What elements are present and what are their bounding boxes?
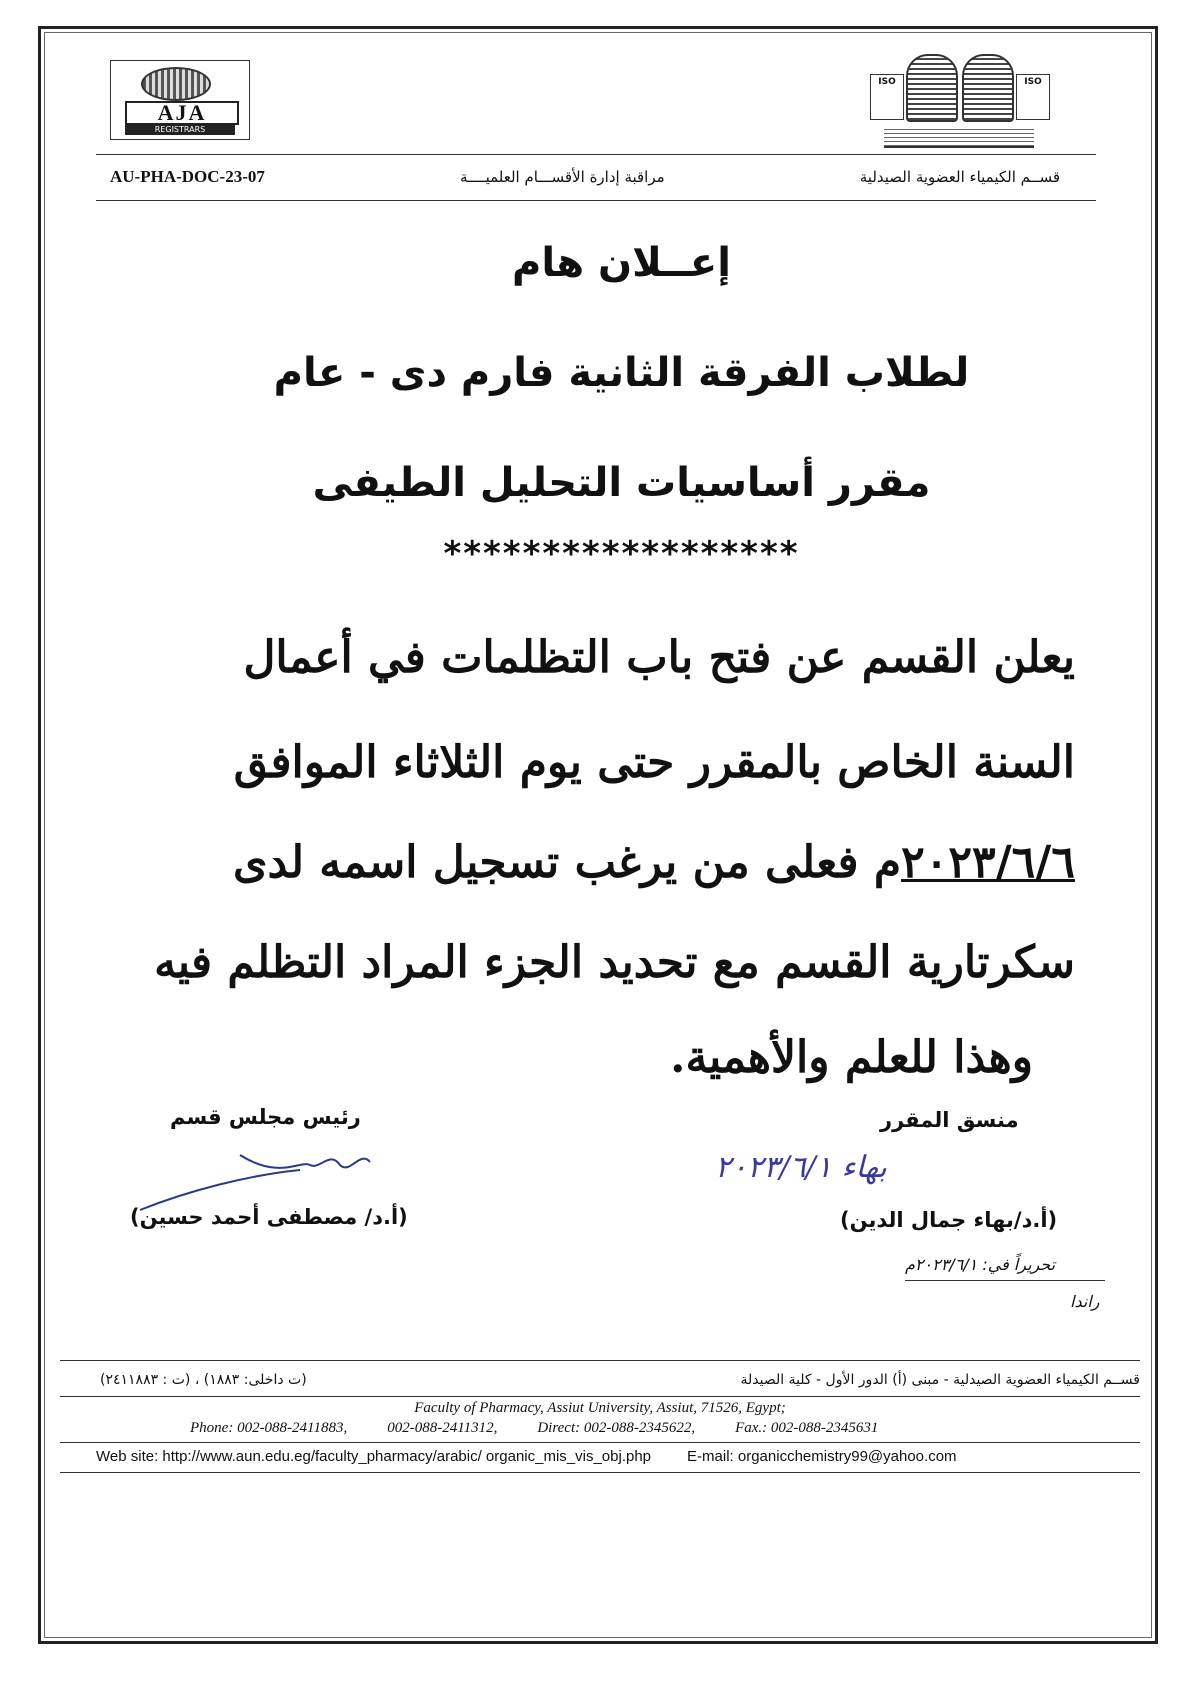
accreditation-banner xyxy=(884,126,1034,148)
footer-email-link[interactable]: E-mail: organicchemistry99@yahoo.com xyxy=(687,1448,957,1465)
footer-address-ar: قســم الكيمياء العضوية الصيدلية - مبنى (أ) الدور الأول - كلية الصيدلة xyxy=(740,1372,1140,1388)
header-divider-bottom xyxy=(96,200,1096,201)
footer-divider-3 xyxy=(60,1442,1140,1443)
footer-phones-row xyxy=(190,1420,1090,1437)
department-name: قســم الكيمياء العضوية الصيدلية xyxy=(859,168,1060,186)
announcement-audience: لطلاب الفرقة الثانية فارم دى - عام xyxy=(273,350,970,396)
aja-logo-text: AJA xyxy=(125,101,239,125)
footer-web-row xyxy=(96,1448,1096,1465)
footer-extension-ar: (ت داخلى: ١٨٨٣) ، (ت : ٢٤١١٨٨٣) xyxy=(100,1372,307,1388)
body-line-5: وهذا للعلم والأهمية. xyxy=(670,1032,1033,1083)
footer-website-link[interactable]: Web site: http://www.aun.edu.eg/faculty_pharmacy/arabic/ organic_mis_vis_obj.php xyxy=(96,1448,652,1465)
footer-fax: Fax.: 002-088-2345631 xyxy=(735,1420,879,1436)
aja-logo-subtext: REGISTRARS xyxy=(125,125,235,135)
body-line-1: يعلن القسم عن فتح باب التظلمات في أعمال xyxy=(243,632,1075,683)
header-divider-top xyxy=(96,154,1096,155)
footer-divider-2 xyxy=(60,1396,1140,1397)
footer-divider-1 xyxy=(60,1360,1140,1361)
body-line-3 xyxy=(115,835,1075,891)
iso-badge-right: ISO xyxy=(1016,74,1050,120)
university-seal-icon xyxy=(906,54,958,122)
pharmacy-seal-icon xyxy=(962,54,1014,122)
body-line-2: السنة الخاص بالمقرر حتى يوم الثلاثاء الموافق xyxy=(233,737,1075,788)
body-line-4: سكرتارية القسم مع تحديد الجزء المراد التظلم فيه xyxy=(154,937,1075,988)
course-title: مقرر أساسيات التحليل الطيفى xyxy=(312,460,931,506)
department-head-name: (أ.د/ مصطفى أحمد حسين) xyxy=(130,1205,408,1229)
footer-arabic-row xyxy=(60,1372,1140,1388)
coordinator-handwritten-signature: بهاء ٢٠٢٣/٦/١ xyxy=(715,1150,887,1185)
footer-phone: Phone: 002-088-2411883, xyxy=(190,1420,348,1436)
department-head-title: رئيس مجلس قسم xyxy=(170,1105,361,1129)
course-coordinator-title: منسق المقرر xyxy=(880,1108,1019,1132)
course-coordinator-name: (أ.د/بهاء جمال الدين) xyxy=(840,1208,1058,1232)
header-center-text: مراقبة إدارة الأقســـام العلميــــة xyxy=(459,168,665,186)
announcement-heading: إعــلان هام xyxy=(512,240,731,286)
body-line-3-rest: م فعلى من يرغب تسجيل اسمه لدى xyxy=(233,837,902,888)
written-date: تحريراً في: ٢٠٢٣/٦/١م xyxy=(905,1255,1056,1274)
document-code: AU-PHA-DOC-23-07 xyxy=(110,167,265,186)
typist-initials: راندا xyxy=(1070,1292,1100,1311)
footer-address-en: Faculty of Pharmacy, Assiut University, Assiut, 71526, Egypt; xyxy=(414,1400,786,1416)
footer-phone-2: 002-088-2411312, xyxy=(387,1420,498,1436)
separator-stars: ****************** xyxy=(443,534,800,574)
aja-registrars-logo xyxy=(110,60,250,140)
assiut-university-logo xyxy=(870,52,1050,152)
footer-direct: Direct: 002-088-2345622, xyxy=(537,1420,696,1436)
written-date-underline xyxy=(905,1280,1105,1281)
globe-icon xyxy=(141,67,211,101)
iso-badge-left: ISO xyxy=(870,74,904,120)
footer-divider-4 xyxy=(60,1472,1140,1473)
deadline-date: ٢٠٢٣/٦/٦ xyxy=(901,837,1075,888)
header-row xyxy=(110,162,1060,192)
